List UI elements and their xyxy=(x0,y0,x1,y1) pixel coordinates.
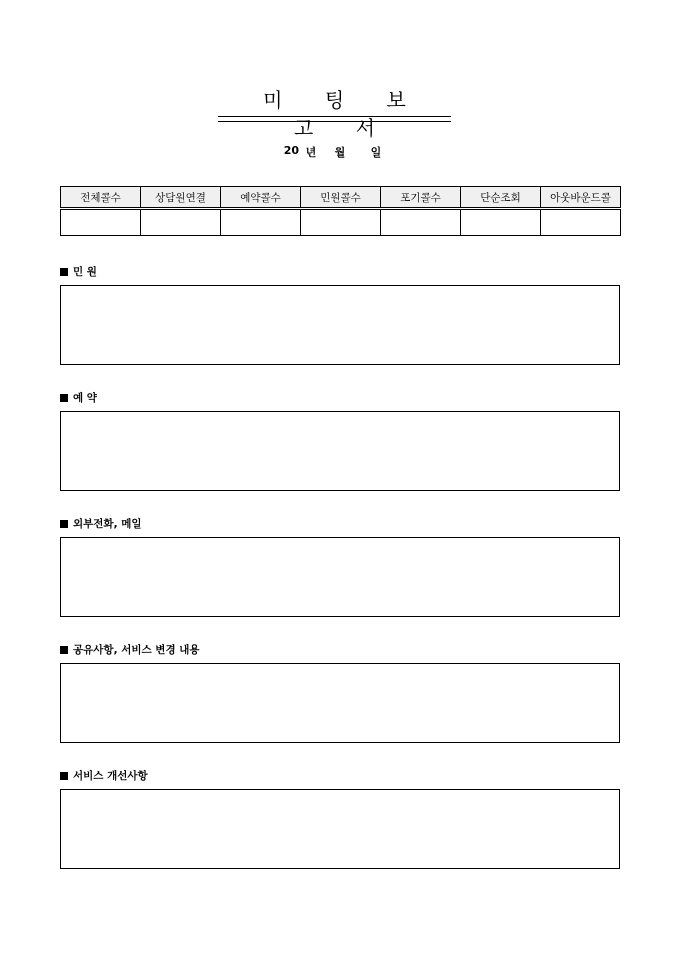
square-bullet-icon xyxy=(60,646,68,654)
header-complaint-calls: 민원콜수 xyxy=(301,187,381,209)
table-row xyxy=(61,209,621,236)
cell-complaint-calls[interactable] xyxy=(301,209,381,236)
section-label: 외부전화, 메일 xyxy=(73,518,142,530)
section-label: 민 원 xyxy=(73,266,97,278)
table-header-row xyxy=(61,187,621,209)
section-improvements-heading xyxy=(60,768,148,783)
date-month-label: 월 xyxy=(334,146,346,159)
section-reservations-heading xyxy=(60,390,97,405)
section-shared-notes-heading xyxy=(60,642,200,657)
cell-total-calls[interactable] xyxy=(61,209,141,236)
section-complaints-heading xyxy=(60,264,97,279)
section-external-calls-heading xyxy=(60,516,142,531)
section-label: 서비스 개선사항 xyxy=(73,770,148,782)
square-bullet-icon xyxy=(60,268,68,276)
header-reservation-calls: 예약콜수 xyxy=(221,187,301,209)
date-day-label: 일 xyxy=(370,146,382,159)
section-external-calls-box[interactable] xyxy=(60,537,620,617)
header-simple-inquiry: 단순조회 xyxy=(461,187,541,209)
date-line xyxy=(270,144,410,160)
cell-agent-connect[interactable] xyxy=(141,209,221,236)
title-block xyxy=(218,86,451,142)
header-abandoned-calls: 포기콜수 xyxy=(381,187,461,209)
cell-abandoned-calls[interactable] xyxy=(381,209,461,236)
section-improvements-box[interactable] xyxy=(60,789,620,869)
square-bullet-icon xyxy=(60,520,68,528)
section-label: 예 약 xyxy=(73,392,97,404)
cell-outbound-calls[interactable] xyxy=(541,209,621,236)
header-outbound-calls: 아웃바운드콜 xyxy=(541,187,621,209)
section-label: 공유사항, 서비스 변경 내용 xyxy=(73,644,200,656)
cell-simple-inquiry[interactable] xyxy=(461,209,541,236)
square-bullet-icon xyxy=(60,772,68,780)
square-bullet-icon xyxy=(60,394,68,402)
date-year-prefix: 20 xyxy=(283,144,299,157)
header-total-calls: 전체콜수 xyxy=(61,187,141,209)
section-shared-notes-box[interactable] xyxy=(60,663,620,743)
call-stats-table xyxy=(60,186,621,236)
section-reservations-box[interactable] xyxy=(60,411,620,491)
date-year-label: 년 xyxy=(305,146,317,159)
cell-reservation-calls[interactable] xyxy=(221,209,301,236)
title-double-underline xyxy=(218,116,451,122)
page-title: 미 팅 보 고 서 xyxy=(263,88,424,140)
section-complaints-box[interactable] xyxy=(60,285,620,365)
header-agent-connect: 상담원연결 xyxy=(141,187,221,209)
